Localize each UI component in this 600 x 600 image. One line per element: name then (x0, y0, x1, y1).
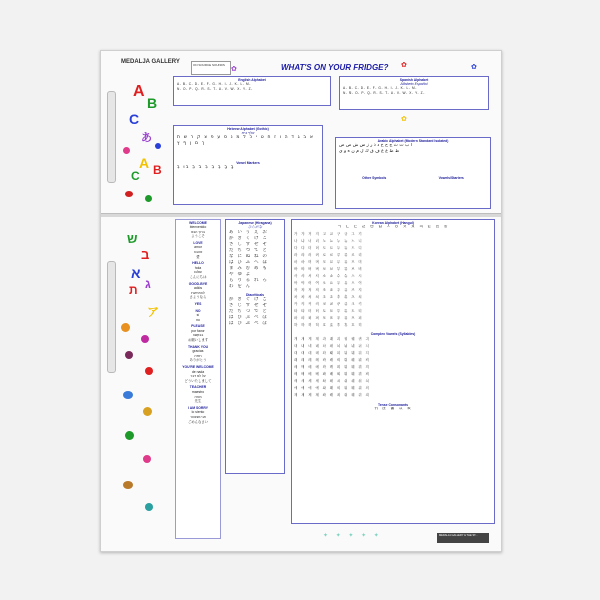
word-translation: bienvenido (189, 225, 207, 229)
hiragana-row: ま み む め も (229, 266, 269, 271)
round-magnet[interactable] (155, 143, 161, 149)
word-translation: lo siento (191, 410, 205, 415)
word-translation: amor (194, 245, 202, 250)
round-magnet[interactable] (123, 481, 133, 489)
hangul-basic-rows (292, 231, 494, 329)
hebrew-subtitle: אלף בית (241, 131, 255, 135)
word-translation: gracias (192, 349, 204, 354)
hangul-row: 카 캬 커 켜 코 쿄 쿠 큐 크 키 (294, 302, 364, 306)
word-translation: ようこそ (191, 234, 205, 239)
hiragana-row: な に ぬ ね の (229, 254, 269, 259)
word-translation: ברוך הבא (191, 229, 205, 234)
decorative-footmarks: ✦ ✦ ✦ ✦ ✦ (323, 533, 382, 539)
hangul-row: 파 퍄 퍼 펴 포 표 푸 퓨 프 피 (294, 316, 364, 320)
round-magnet[interactable] (123, 147, 130, 154)
letter-magnet[interactable]: あ (141, 132, 152, 144)
dakuten-row: ざ じ ず ぜ ぞ (229, 303, 269, 308)
round-magnet[interactable] (123, 391, 133, 399)
spanish-alphabet-panel (339, 76, 489, 110)
hiragana-row: た ち つ て と (229, 248, 269, 253)
letter-magnet[interactable]: C (129, 111, 140, 127)
korean-tense-title: Tense Consonants (377, 403, 409, 407)
word-translation: no (196, 317, 200, 322)
dakuten-row: が ぎ ぐ げ ご (229, 297, 269, 302)
word-translation: ありがとう (189, 358, 207, 363)
gallery-badge: MEDALJA GALLERY & THE ST... (437, 533, 489, 543)
round-magnet[interactable] (145, 503, 153, 511)
word-heading: YOU'RE WELCOME (182, 365, 214, 370)
round-magnet[interactable] (125, 431, 134, 440)
spanish-title: Spanish Alphabet (399, 78, 429, 82)
word-heading: LOVE (193, 240, 203, 245)
letter-magnet[interactable]: ג (145, 277, 151, 291)
hangul-complex-row: 매 먜 메 몌 뫄 뫠 뫼 뭐 뭬 뮈 믜 (294, 365, 371, 369)
word-translation: מורה (194, 394, 202, 399)
letter-magnet[interactable]: B (147, 95, 158, 111)
word-translation: שלום (194, 270, 202, 275)
hangul-row: 차 챠 처 쳐 초 쵸 추 츄 츠 치 (294, 295, 364, 299)
hangul-row: 나 냐 너 녀 노 뇨 누 뉴 느 니 (294, 239, 364, 243)
letter-magnet[interactable]: C (131, 169, 140, 183)
word-translation: 先生 (194, 399, 202, 404)
word-translation: adiós (193, 286, 203, 291)
arabic-glyphs-2: ط ظ ع غ ف ق ك ل م ن ه و ي (339, 149, 400, 154)
korean-panel (291, 219, 495, 524)
round-magnet[interactable] (141, 335, 149, 343)
dakuten-row: ば び ぶ べ ぼ (229, 315, 269, 320)
word-translation: להתראות (191, 290, 205, 295)
letter-magnet[interactable]: B (153, 163, 162, 177)
word-heading: PLEASE (191, 324, 205, 329)
arabic-title: Arabic Alphabet (Modern Standard Isolated) (377, 139, 449, 143)
hangul-complex-row: 배 뱨 베 볘 봐 봬 뵈 붜 붸 뷔 븨 (294, 372, 371, 376)
hangul-complex-row: 내 냬 네 녜 놔 놰 뇌 눠 눼 뉘 늬 (294, 344, 371, 348)
hiragana-row: ら り る れ ろ (229, 278, 269, 283)
hebrew-glyphs-2: ך ם ן ף ץ (177, 141, 206, 146)
dakuten-row: ぱ ぴ ぷ ぺ ぽ (229, 321, 269, 326)
english-alphabet-panel (173, 76, 331, 106)
hiragana-rows (226, 230, 284, 290)
round-magnet[interactable] (143, 407, 152, 416)
word-translation: hola (194, 265, 202, 270)
word-translation: sí (196, 313, 200, 318)
english-title: English Alphabet (238, 78, 266, 82)
flower-icon: ✿ (471, 63, 477, 71)
hangul-row: 다 댜 더 뎌 도 됴 두 듀 드 디 (294, 246, 364, 250)
tag-label: ON SOURCE SOUNDS (191, 61, 231, 75)
letter-magnet[interactable]: A (133, 83, 145, 100)
top-door-handle (107, 91, 116, 183)
arabic-glyphs-1: ا ب ت ث ج ح خ د ذ ر ز س ش ص ض (339, 143, 412, 148)
dakuten-row: だ ぢ づ で ど (229, 309, 269, 314)
door-divider (101, 213, 501, 217)
arabic-alphabet-panel (335, 137, 491, 209)
hebrew-glyphs-1: א ב ג ד ה ו ז ח ט י כ ל מ נ ס ע פ צ ק ר ש ת (177, 135, 315, 140)
word-heading: TEACHER (189, 385, 207, 390)
hangul-complex-row: 새 섀 세 셰 솨 쇄 쇠 숴 쉐 쉬 싀 (294, 379, 371, 383)
round-magnet[interactable] (143, 455, 151, 463)
gallery-logo: MEDALJA GALLERY (121, 59, 180, 65)
spanish-subtitle: Alfabeto Español (400, 82, 428, 86)
english-row-2: N- O- P- Q- R- S- T- U- V- W- X- Y- Z- (177, 87, 253, 91)
word-heading: YES (194, 301, 202, 306)
word-translation: תודה (194, 353, 202, 358)
flower-icon: ✿ (231, 65, 237, 73)
hangul-complex-row: 애 얘 에 예 와 왜 외 워 웨 위 의 (294, 386, 371, 390)
hiragana-row: わ を ん (229, 284, 252, 289)
round-magnet[interactable] (145, 367, 153, 375)
letter-magnet[interactable]: ת (129, 283, 138, 297)
word-translation: maestro (191, 390, 205, 394)
round-magnet[interactable] (125, 191, 133, 197)
word-translation: こんにちは (189, 274, 207, 279)
round-magnet[interactable] (125, 351, 133, 359)
hangul-row: 라 랴 러 려 로 료 루 류 르 리 (294, 253, 364, 257)
hangul-row: 가 갸 거 겨 고 교 구 규 그 기 (294, 232, 364, 236)
word-translation: さようなら (189, 295, 207, 300)
hangul-complex-rows (292, 336, 494, 399)
hiragana-row: あ い う え お (229, 230, 269, 235)
hebrew-title: Hebrew Alphabet (Gothic) (227, 127, 269, 131)
korean-title: Korean Alphabet (Hangul) (372, 221, 414, 225)
words-title: WELCOME (189, 221, 207, 225)
letter-magnet[interactable]: ア (147, 305, 160, 319)
hangul-complex-row: 개 걔 게 계 과 괘 괴 궈 궤 귀 긔 (294, 337, 371, 341)
hangul-complex-row: 재 쟤 제 졔 좌 좨 죄 줘 줴 쥐 즤 (294, 393, 371, 397)
japanese-title: Japanese (Hiragana) (238, 221, 272, 225)
hangul-row: 타 탸 터 텨 토 툐 투 튜 트 티 (294, 309, 364, 313)
hebrew-vowels: בָ בַ בֶ בֵ בִ בֹ בֻ בוּ בְ (177, 165, 235, 170)
word-translation: ごめんなさい (187, 419, 209, 424)
hangul-row: 마 먀 머 며 모 묘 무 뮤 므 미 (294, 260, 364, 264)
letter-magnet[interactable]: א (131, 265, 141, 281)
english-row-1: A- B- C- D- E- F- G- H- I- J- K- L- M- (177, 82, 251, 86)
fridge-poster (100, 50, 502, 552)
korean-complex-title: Complex Vowels (Syllables) (370, 332, 416, 336)
word-translation: どういたしまして (184, 378, 212, 383)
page-title: WHAT'S ON YOUR FRIDGE? (281, 63, 389, 72)
hangul-complex-row: 래 럐 레 례 롸 뢔 뢰 뤄 뤠 뤼 릐 (294, 358, 371, 362)
hangul-complex-row: 대 댸 데 뎨 돠 돼 되 둬 뒈 뒤 듸 (294, 351, 371, 355)
flower-icon: ✿ (401, 61, 407, 69)
arabic-other-title: Other Symbols (362, 176, 387, 180)
word-heading: HELLO (192, 261, 204, 266)
japanese-diacriticals-title: Diacriticals (245, 293, 265, 297)
hiragana-row: は ひ ふ へ ほ (229, 260, 269, 265)
word-heading: GOOD-BYE (188, 281, 208, 286)
hebrew-alphabet-panel (173, 125, 323, 205)
hangul-row: 아 야 어 여 오 요 우 유 으 이 (294, 281, 364, 285)
round-magnet[interactable] (121, 323, 130, 332)
korean-tense: ㄲ ㄸ ㅃ ㅆ ㅉ (373, 407, 413, 412)
letter-magnet[interactable]: ש (127, 231, 138, 246)
hangul-row: 자 쟈 저 져 조 죠 주 쥬 즈 지 (294, 288, 364, 292)
hiragana-row: や ゆ よ (229, 272, 252, 277)
korean-consonants: ㄱ ㄴ ㄷ ㄹ ㅁ ㅂ ㅅ ㅇ ㅈ ㅊ ㅋ ㅌ ㅍ ㅎ (337, 225, 449, 230)
hangul-row: 바 뱌 버 벼 보 뵤 부 뷰 브 비 (294, 267, 364, 271)
japanese-panel (225, 219, 285, 474)
word-translation: על לא דבר (190, 374, 206, 379)
hiragana-row: か き く け こ (229, 236, 269, 241)
word-translation: בבקשה (192, 333, 204, 338)
hiragana-row: さ し す せ そ (229, 242, 269, 247)
dakuten-rows (226, 297, 284, 327)
round-magnet[interactable] (145, 195, 152, 202)
arabic-vowels-title: Vowels/Starters (438, 176, 464, 180)
word-list-panel (175, 219, 221, 539)
bottom-door-handle (107, 261, 116, 373)
word-translation: אהבה (193, 249, 203, 254)
letter-magnet[interactable]: ב (141, 247, 150, 262)
japanese-subtitle: ひらがな (247, 225, 263, 229)
word-list (176, 225, 220, 424)
letter-magnet[interactable]: A (139, 155, 150, 171)
word-translation: por favor (191, 328, 205, 333)
hangul-row: 사 샤 서 셔 소 쇼 수 슈 스 시 (294, 274, 364, 278)
spanish-row-2: N- Ñ- O- P- Q- R- S- T- U- V- W- X- Y- Z- (343, 91, 425, 95)
word-translation: de nada (191, 369, 205, 374)
flower-icon: ✿ (401, 115, 407, 123)
spanish-row-1: A- B- C- D- E- F- G- H- I- J- K- L- M- (343, 86, 417, 90)
hebrew-vowels-title: Vowel Markers (236, 161, 260, 165)
word-heading: I AM SORRY (188, 405, 208, 410)
word-translation: אני מצטער (190, 414, 206, 419)
word-translation: お願いします (187, 338, 209, 343)
word-translation: 愛 (196, 254, 200, 259)
word-heading: NO (195, 308, 201, 313)
hangul-row: 하 햐 허 혀 호 효 후 휴 흐 히 (294, 323, 364, 327)
word-heading: THANK YOU (187, 344, 209, 349)
